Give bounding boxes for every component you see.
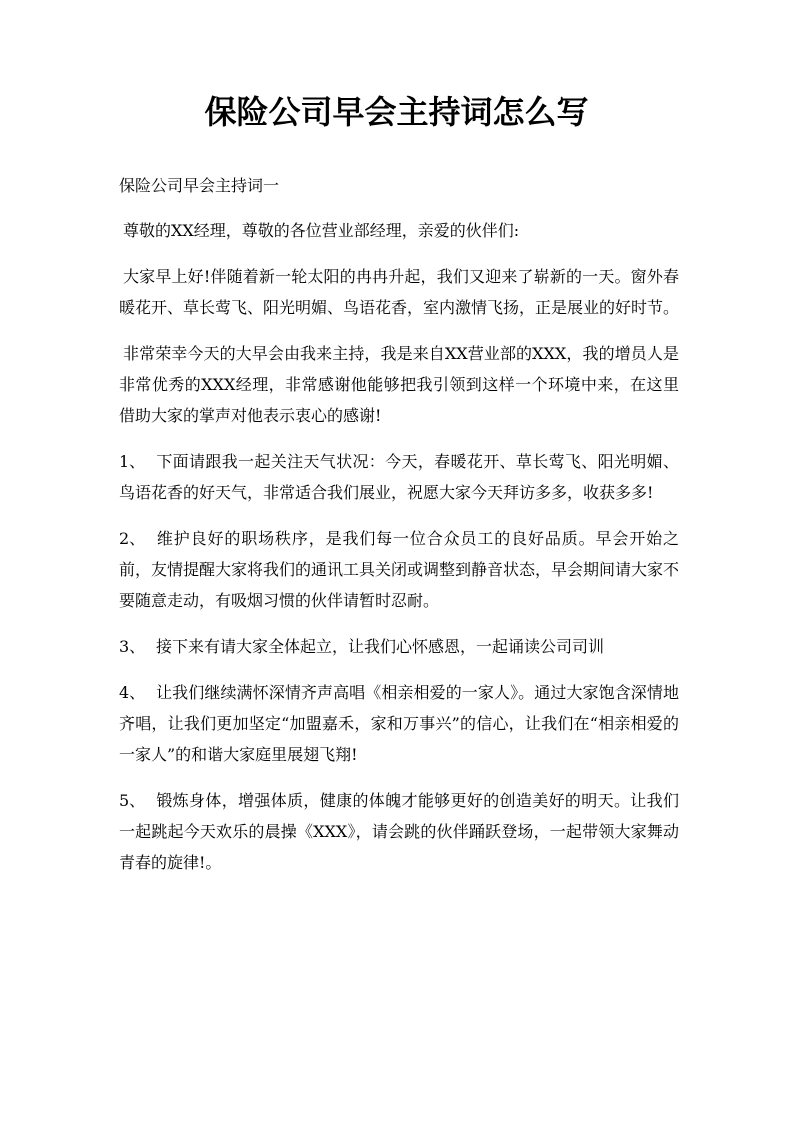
item-text: 维护良好的职场秩序，是我们每一位合众员工的良好品质。早会开始之前，友情提醒大家将我们的通讯工具关闭或调整到静音状态，早会期间请大家不要随意走动，有吸烟习惯的伙伴请暂时忍耐。 bbox=[119, 529, 680, 610]
item-text: 让我们继续满怀深情齐声高唱《相亲相爱的一家人》。通过大家饱含深情地齐唱，让我们更加坚定“加盟嘉禾，家和万事兴”的信心，让我们在“相亲相爱的一家人”的和谐大家庭里展翅飞翔! bbox=[119, 683, 679, 764]
greeting-paragraph: 尊敬的XX经理，尊敬的各位营业部经理，亲爱的伙伴们: bbox=[123, 221, 520, 240]
section-subtitle: 保险公司早会主持词一 bbox=[119, 176, 280, 195]
list-item bbox=[119, 677, 679, 770]
item-text: 接下来有请大家全体起立，让我们心怀感恩，一起诵读公司司训 bbox=[156, 637, 605, 656]
item-number: 3、 bbox=[119, 637, 146, 656]
item-number: 5、 bbox=[119, 791, 146, 810]
list-item bbox=[119, 523, 679, 616]
list-item bbox=[119, 785, 679, 878]
list-item bbox=[119, 446, 679, 508]
item-text: 锻炼身体，增强体质，健康的体魄才能够更好的创造美好的明天。让我们一起跳起今天欢乐的晨操《XXX》，请会跳的伙伴踊跃登场，一起带领大家舞动青春的旋律!。 bbox=[119, 791, 679, 872]
opening-paragraph: 大家早上好!伴随着新一轮太阳的冉冉升起，我们又迎来了崭新的一天。窗外春暖花开、草长莺飞、阳光明媚、鸟语花香，室内激情飞扬，正是展业的好时节。 bbox=[119, 267, 680, 317]
host-intro-paragraph: 非常荣幸今天的大早会由我来主持，我是来自XX营业部的XXX，我的增员人是非常优秀的XXX经理，非常感谢他能够把我引领到这样一个环境中来，在这里借助大家的掌声对他表示衷心的感谢! bbox=[119, 344, 679, 425]
item-number: 1、 bbox=[119, 452, 146, 471]
document-body bbox=[119, 170, 679, 893]
list-item bbox=[119, 631, 679, 662]
item-text: 下面请跟我一起关注天气状况：今天，春暖花开、草长莺飞、阳光明媚、鸟语花香的好天气，非常适合我们展业，祝愿大家今天拜访多多，收获多多! bbox=[119, 452, 679, 502]
page-title: 保险公司早会主持词怎么写 bbox=[204, 93, 589, 131]
item-number: 4、 bbox=[119, 683, 146, 702]
item-number: 2、 bbox=[119, 529, 146, 548]
